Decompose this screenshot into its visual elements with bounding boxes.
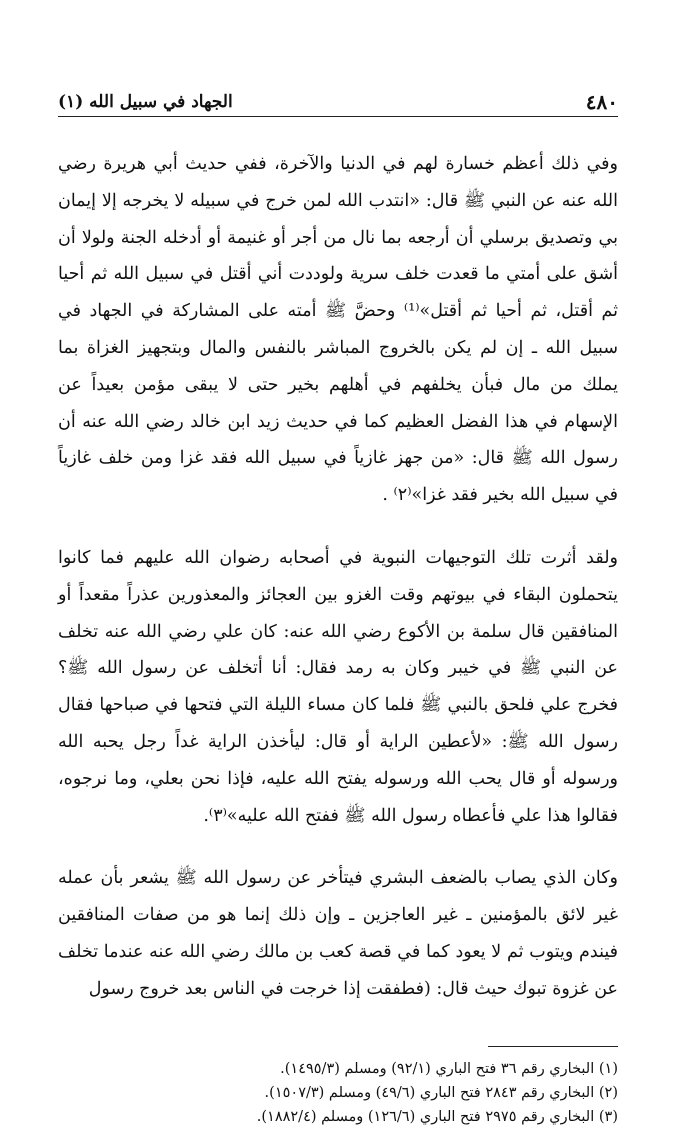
paragraph-2: ولقد أثرت تلك التوجيهات النبوية في أصحابه رضوان الله عليهم فما كانوا يتحملون البقاء في بيوتهم وقت الغزو بين العجائز والمعذورين عذراً مقعداً أو المنافقين قال سلمة بن الأكوع رضي الله عنه: كان علي رضي الله عنه تخلف عن النبي ﷺ في خيبر وكان به رمد فقال: أنا أتخلف عن رسول الله ﷺ؟ فخرج علي فلحق بالنبي ﷺ فلما كان مساء الليلة التي فتحها في صباحها فقال رسول الله ﷺ: «لأعطين الراية أو قال: ليأخذن الراية غداً رجل يحبه الله ورسوله أو قال يحب الله ورسوله يفتح الله عليه، فإذا نحن بعلي، وما نرجوه، فقالوا هذا علي فأعطاه رسول الله ﷺ ففتح الله عليه»⁽٣⁾.	[58, 547, 619, 826]
footnote-rule	[488, 1046, 618, 1047]
header-rule	[58, 116, 618, 117]
page-number: ٤٨٠	[585, 90, 618, 114]
page-header	[58, 82, 618, 122]
page-body	[58, 146, 618, 1008]
book-page	[58, 82, 619, 1125]
footnote-1: (١) البخاري رقم ٣٦ فتح الباري (٩٢/١) ومسلم (١٤٩٥/٣).	[280, 1060, 618, 1077]
paragraph-1: وفي ذلك أعظم خسارة لهم في الدنيا والآخرة، ففي حديث أبي هريرة رضي الله عنه عن النبي ﷺ قال: «انتدب الله لمن خرج في سبيله لا يخرجه إلا إيمان بي وتصديق برسلي أن أرجعه بما نال من أجر أو غنيمة أو أدخله الجنة ولولا أن أشق على أمتي ما قعدت خلف سرية ولوددت أني أقتل في سبيل الله ثم أحيا ثم أقتل، ثم أحيا ثم أقتل»⁽¹⁾ وحضَّ ﷺ أمته على المشاركة في الجهاد في سبيل الله ـ إن لم يكن بالخروج المباشر بالنفس والمال وبتجهيز الغزاة بما يملك من مال فبأن يخلفهم في أهلهم بخير حتى لا يبقى مؤمن بعيداً عن الإسهام في هذا الفضل العظيم كما في حديث زيد ابن خالد رضي الله عنه أن رسول الله ﷺ قال: «من جهز غازياً في سبيل الله فقد غزا ومن خلف غازياً في سبيل الله بخير فقد غزا»⁽٢⁾ .	[58, 154, 618, 506]
paragraph-3: وكان الذي يصاب بالضعف البشري فيتأخر عن رسول الله ﷺ يشعر بأن عمله غير لائق بالمؤمنين ـ غير العاجزين ـ وإن ذلك إنما هو من صفات المنافقين فيندم ويتوب ثم لا يعود كما في قصة كعب بن مالك رضي الله عنه عندما تخلف عن غزوة تبوك حيث قال: (فطفقت إذا خرجت في الناس بعد خروج رسول	[58, 868, 618, 999]
footnotes	[58, 1057, 618, 1129]
footnote-2: (٢) البخاري رقم ٢٨٤٣ فتح الباري (٤٩/٦) ومسلم (١٥٠٧/٣).	[264, 1084, 618, 1101]
footnote-3: (٣) البخاري رقم ٢٩٧٥ فتح الباري (١٢٦/٦) ومسلم (١٨٨٢/٤).	[256, 1108, 618, 1125]
running-title: الجهاد في سبيل الله (١)	[58, 92, 233, 112]
